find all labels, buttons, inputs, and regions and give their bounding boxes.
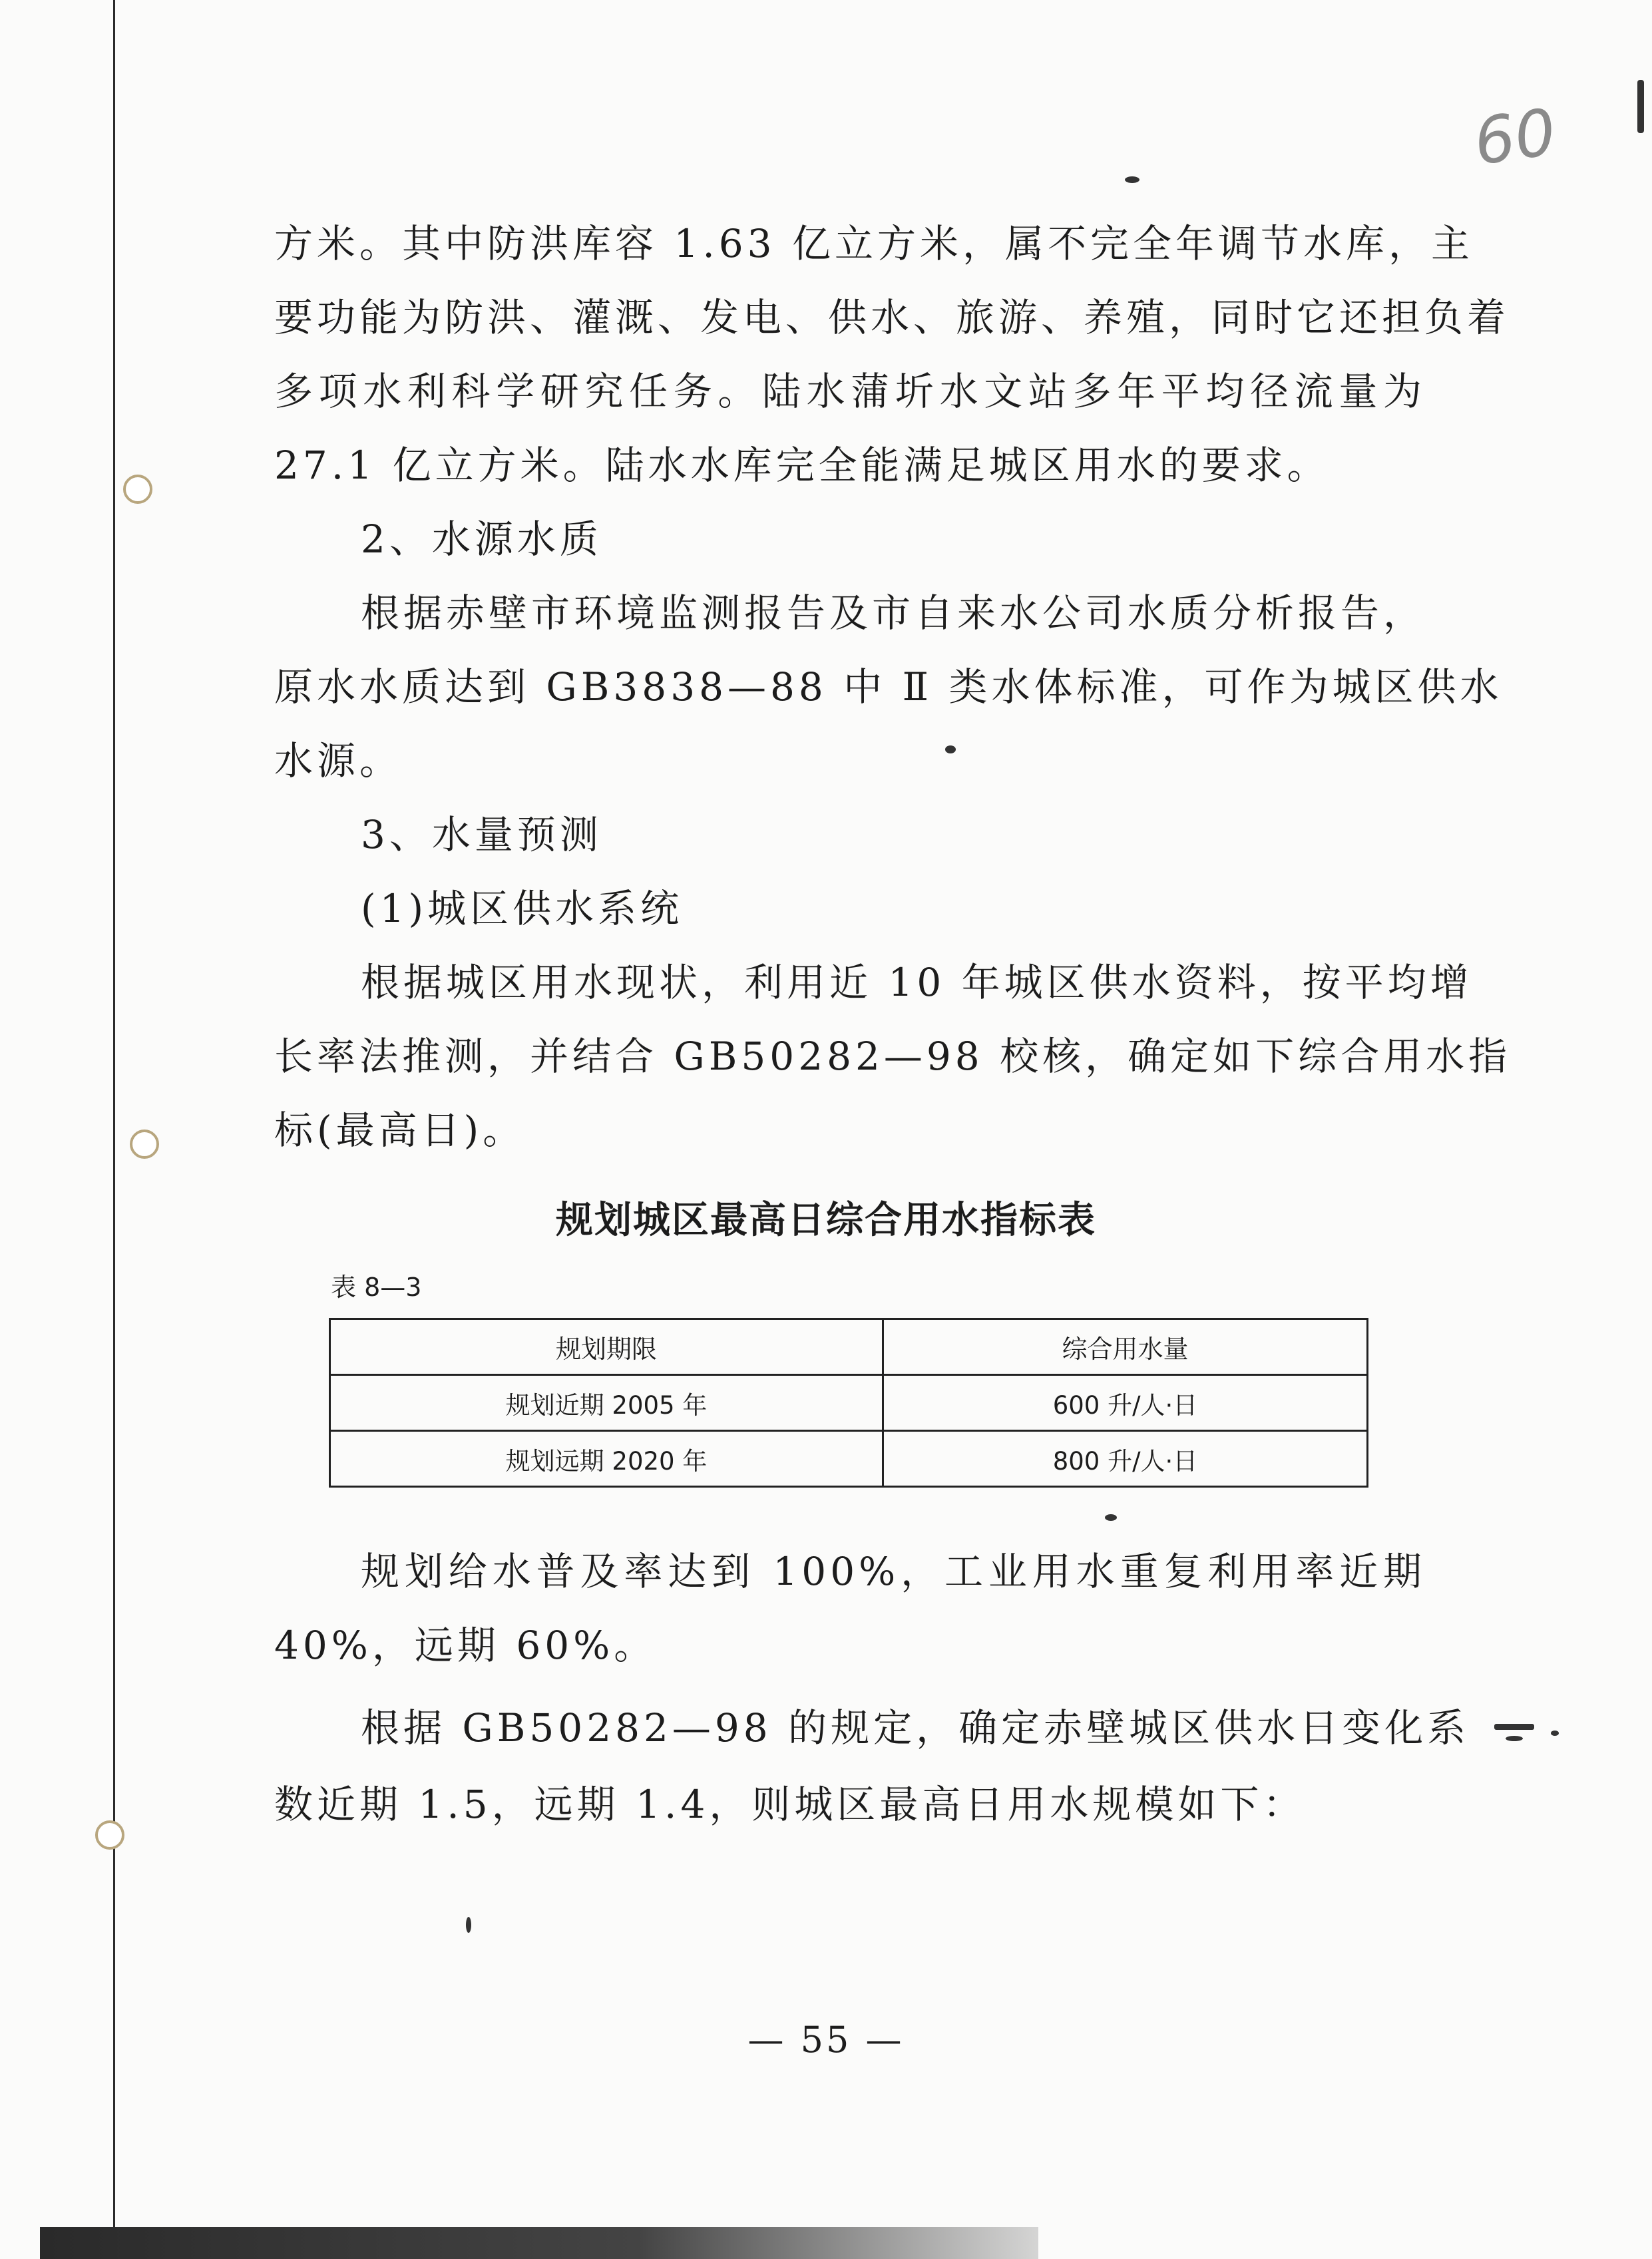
punch-hole — [130, 1130, 159, 1159]
scan-speck — [1551, 1731, 1559, 1736]
text-line: 水源。 — [274, 738, 403, 783]
table-title: 规划城区最高日综合用水指标表 — [556, 1199, 1096, 1242]
punch-hole — [95, 1820, 124, 1850]
scan-speck — [466, 1917, 471, 1933]
table-header-cell: 规划期限 — [330, 1319, 883, 1375]
text-line: 27.1 亿立方米。陆水水库完全能满足城区用水的要求。 — [274, 443, 1330, 488]
scan-speck — [1105, 1514, 1117, 1521]
table-header-cell: 综合用水量 — [883, 1319, 1368, 1375]
text-line: 根据 GB50282—98 的规定，确定赤壁城区供水日变化系 — [361, 1705, 1470, 1750]
text-line: 数近期 1.5，远期 1.4，则城区最高日用水规模如下： — [274, 1782, 1306, 1827]
text-line: 要功能为防洪、灌溉、发电、供水、旅游、养殖，同时它还担负着 — [274, 295, 1510, 340]
section-heading: 3、水量预测 — [361, 812, 602, 857]
table-row — [330, 1375, 1368, 1431]
punch-hole — [123, 475, 152, 504]
table-header-row — [330, 1319, 1368, 1375]
text-line: 40%，远期 60%。 — [274, 1623, 657, 1668]
text-line: 长率法推测，并结合 GB50282—98 校核，确定如下综合用水指 — [274, 1034, 1512, 1079]
scan-speck — [1506, 1736, 1523, 1741]
table-cell: 600 升/人·日 — [883, 1375, 1368, 1431]
table-caption: 表 8—3 — [331, 1273, 422, 1302]
table-cell: 规划近期 2005 年 — [330, 1375, 883, 1431]
table-cell: 800 升/人·日 — [883, 1431, 1368, 1487]
scan-speck — [1494, 1724, 1534, 1730]
text-line: 规划给水普及率达到 100%，工业用水重复利用率近期 — [361, 1549, 1426, 1594]
scan-speck — [945, 745, 956, 753]
binding-margin-line — [113, 0, 115, 2259]
section-heading: 2、水源水质 — [361, 516, 602, 562]
text-line: 方米。其中防洪库容 1.63 亿立方米，属不完全年调节水库，主 — [274, 221, 1474, 266]
page-number: — 55 — — [747, 2019, 905, 2061]
water-index-table — [329, 1318, 1368, 1488]
text-line: 根据城区用水现状，利用近 10 年城区供水资料，按平均增 — [361, 960, 1473, 1005]
subsection-heading: (1)城区供水系统 — [361, 886, 684, 931]
text-line: 多项水利科学研究任务。陆水蒲圻水文站多年平均径流量为 — [274, 369, 1426, 414]
table-row — [330, 1431, 1368, 1487]
text-line: 原水水质达到 GB3838—88 中 Ⅱ 类水体标准，可作为城区供水 — [274, 664, 1503, 710]
text-line: 标(最高日)。 — [274, 1108, 526, 1153]
handwritten-page-mark: 60 — [1469, 95, 1561, 180]
scan-speck — [1125, 176, 1139, 183]
scan-bottom-shadow — [40, 2227, 1038, 2259]
table-cell: 规划远期 2020 年 — [330, 1431, 883, 1487]
text-line: 根据赤壁市环境监测报告及市自来水公司水质分析报告， — [361, 590, 1426, 636]
scan-speck — [1637, 80, 1644, 133]
